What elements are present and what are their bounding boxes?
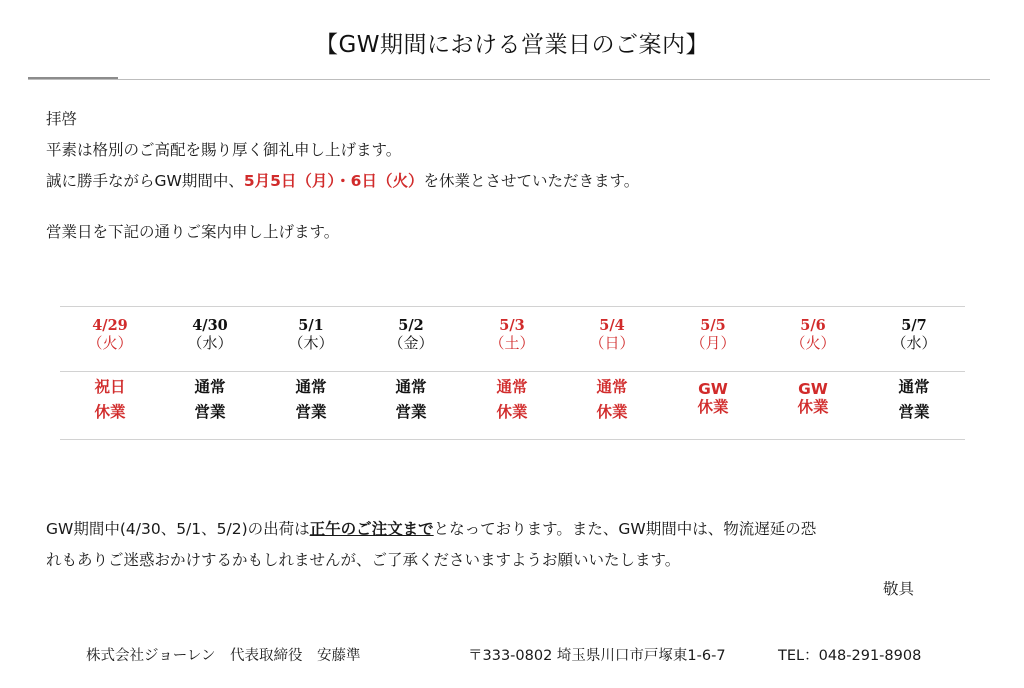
day-weekday: （日）: [589, 334, 635, 352]
day-status-line-1: 祝日: [94, 378, 126, 396]
day-date: 5/5: [700, 317, 726, 334]
day-status-line-2: 休業: [697, 398, 729, 416]
notice-line-2: れもありご迷惑おかけするかもしれませんが、ご了承くださいますようお願いいたします。: [46, 551, 681, 569]
day-weekday: （火）: [87, 334, 133, 352]
day-status-line-2: 営業: [194, 403, 226, 421]
calendar-day: [361, 306, 461, 440]
shipping-notice: [46, 514, 816, 576]
day-date: 4/29: [92, 317, 128, 334]
notice-line-1-post: となっております。また、GW期間中は、物流遅延の恐: [433, 520, 817, 538]
calendar-day: [864, 306, 964, 440]
notice-line-1: [46, 514, 816, 545]
intro-text: [46, 104, 639, 248]
greeting: 拝啓: [46, 110, 78, 128]
day-status-line-1: 通常: [395, 378, 427, 396]
day-status-line-2: 休業: [797, 398, 829, 416]
footer-address: 〒333-0802 埼玉県川口市戸塚東1-6-7: [468, 648, 726, 664]
day-weekday: （水）: [891, 334, 937, 352]
intro-line-4: 営業日を下記の通りご案内申し上げます。: [46, 223, 340, 241]
day-status-line-2: 休業: [596, 403, 628, 421]
footer-phone: TEL：048-291-8908: [778, 648, 922, 664]
footer-company: 株式会社ジョーレン 代表取締役 安藤準: [86, 648, 361, 664]
day-status-line-2: 営業: [395, 403, 427, 421]
day-weekday: （月）: [690, 334, 736, 352]
day-status-line-1: 通常: [194, 378, 226, 396]
closed-dates: 5月5日（月）・6日（火）: [243, 172, 424, 190]
notice-line-1-pre: GW期間中(4/30、5/1、5/2)の出荷は: [46, 520, 310, 538]
calendar-day: [160, 306, 260, 440]
intro-line-3-post: を休業とさせていただきます。: [423, 172, 640, 190]
calendar-day: [763, 306, 863, 440]
calendar-day: [462, 306, 562, 440]
closing-salutation: 敬具: [882, 580, 914, 598]
day-status-line-1: GW: [698, 380, 728, 398]
intro-line-3: [46, 166, 639, 197]
intro-line-3-pre: 誠に勝手ながらGW期間中、: [46, 172, 244, 190]
day-date: 5/1: [298, 317, 324, 334]
page-title: 【GW期間における営業日のご案内】: [314, 32, 710, 58]
business-calendar: [60, 306, 965, 440]
day-weekday: （土）: [489, 334, 535, 352]
day-status-line-2: 営業: [295, 403, 327, 421]
title-divider: [28, 79, 990, 80]
day-date: 5/4: [599, 317, 625, 334]
calendar-day: [562, 306, 662, 440]
calendar-day: [663, 306, 763, 440]
day-weekday: （水）: [187, 334, 233, 352]
day-date: 5/2: [398, 317, 424, 334]
day-date: 4/30: [192, 317, 228, 334]
day-status-line-1: 通常: [898, 378, 930, 396]
day-status-line-2: 営業: [898, 403, 930, 421]
day-status-line-1: GW: [798, 380, 828, 398]
day-status-line-2: 休業: [496, 403, 528, 421]
day-status-line-1: 通常: [295, 378, 327, 396]
day-status-line-2: 休業: [94, 403, 126, 421]
order-cutoff-emphasis: 正午のご注文まで: [309, 520, 434, 538]
day-date: 5/7: [901, 317, 927, 334]
day-weekday: （火）: [790, 334, 836, 352]
calendar-day: [60, 306, 160, 440]
day-status-line-1: 通常: [496, 378, 528, 396]
day-weekday: （金）: [388, 334, 434, 352]
calendar-day: [261, 306, 361, 440]
day-status-line-1: 通常: [596, 378, 628, 396]
day-date: 5/3: [499, 317, 525, 334]
intro-line-2: 平素は格別のご高配を賜り厚く御礼申し上げます。: [46, 141, 402, 159]
day-weekday: （木）: [288, 334, 334, 352]
day-date: 5/6: [800, 317, 826, 334]
